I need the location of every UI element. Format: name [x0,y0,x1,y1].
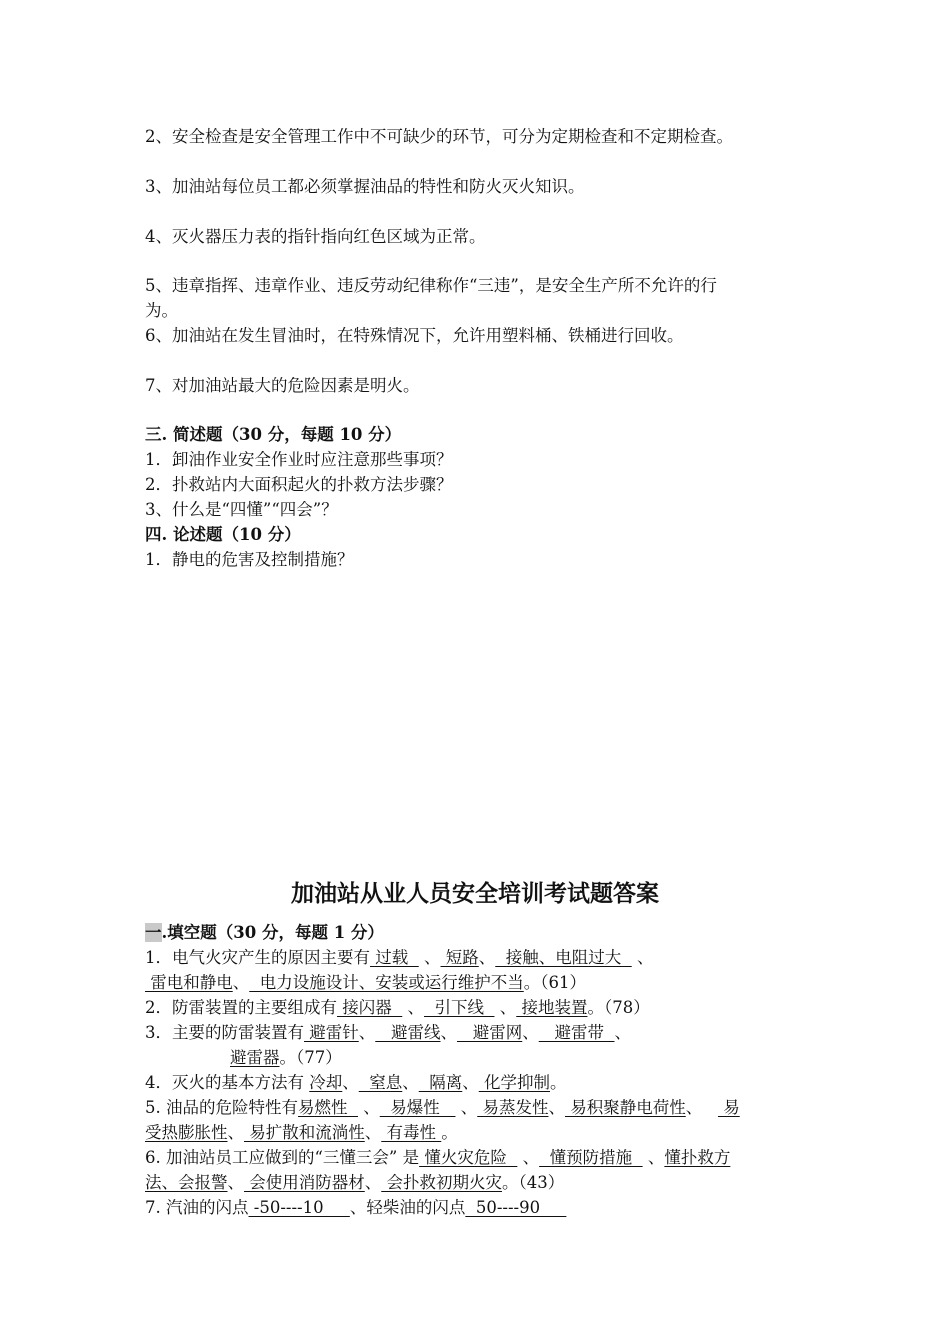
answer-text: 、 [342,1073,359,1092]
answer-text: 、 [455,1098,478,1117]
answer-text: 、 [517,1148,540,1167]
answer-text: 4．灭火的基本方法有 [145,1073,310,1092]
answer-text: 、轻柴油的闪点 [349,1198,466,1217]
answer-blank: 易积聚静电荷性 [564,1098,686,1117]
answer-blank: 引下线 [424,998,495,1017]
answer-7 [145,1197,566,1219]
answer-blank: 窒息 [358,1073,403,1092]
essay-question-1: 1．静电的危害及控制措施？ [145,550,354,569]
answer-blank: 接闪器 [337,998,403,1017]
section-4-heading: 四. 论述题（10 分） [145,525,301,544]
answer-text: 、 [364,1173,382,1192]
answer-key-title: 加油站从业人员安全培训考试题答案 [291,880,659,907]
answer-blank: 电力设施设计、安装或运行维护不当 [249,973,524,992]
answer-blank: 法、会报警 [145,1173,228,1192]
answer-blank: 50----90 [465,1198,567,1217]
answer-blank: 会使用消防器材 [244,1173,365,1192]
answer-blank: 过载 [370,948,419,967]
answer-4 [145,1072,567,1094]
answer-blank: 避雷带 [538,1023,615,1042]
answer-text: 、 [364,1123,382,1142]
answer-text: 、 [358,1098,380,1117]
answer-text: 、 [402,1073,419,1092]
tf-question-6: 6、加油站在发生冒油时，在特殊情况下，允许用塑料桶、铁桶进行回收。 [145,326,684,345]
answer-blank: 化学抑制 [478,1073,550,1092]
answer-blank: 隔离 [418,1073,463,1092]
answer-blank: 会扑救初期火灾 [381,1173,502,1192]
answer-1-line-2 [145,972,586,994]
answer-text: 。（78） [587,998,650,1017]
answer-section-1-heading-text: .填空题（30 分，每题 1 分） [161,923,384,942]
answer-text: 3．主要的防雷装置有 [145,1023,304,1042]
answer-5-line-1 [145,1097,740,1119]
answer-text: 1．电气火灾产生的原因主要有 [145,948,370,967]
answer-text: 5. 油品的危险特性有 [145,1098,298,1117]
tf-question-3: 3、加油站每位员工都必须掌握油品的特性和防火灭火知识。 [145,177,585,196]
answer-blank: -50----10 [248,1198,350,1217]
highlighted-numeral: 一 [145,923,162,942]
tf-question-5-cont: 为。 [145,301,178,320]
answer-text: 2．防雷装置的主要组成有 [145,998,337,1017]
answer-text: 、 [462,1073,479,1092]
answer-blank: 有毒性 [381,1123,442,1142]
answer-text: 、 [227,1173,244,1192]
short-question-1: 1．卸油作业安全作业时应注意那些事项？ [145,450,453,469]
answer-text: 。（77） [279,1048,342,1067]
short-question-3: 3、什么是“四懂”“四会”？ [145,500,338,519]
answer-blank: 避雷线 [375,1023,441,1042]
answer-text: 、 [631,948,654,967]
answer-blank: 易燃性 [298,1098,358,1117]
answer-blank: 懂火灾危险 [419,1148,518,1167]
answer-text: 、 [402,998,424,1017]
tf-question-5: 5、违章指挥、违章作业、违反劳动纪律称作“三违”，是安全生产所不允许的行 [145,276,717,295]
answer-text: 、 [440,1023,457,1042]
answer-text: 、 [232,973,250,992]
answer-blank: 接触、电阻过大 [495,948,632,967]
answer-text: 、 [358,1023,376,1042]
answer-blank: 懂预防措施 [539,1148,643,1167]
tf-question-4: 4、灭火器压力表的指针指向红色区域为正常。 [145,227,486,246]
answer-blank: 懂扑救方 [664,1148,731,1167]
answer-blank: 易 [717,1098,740,1117]
answer-text: 6. 加油站员工应做到的“三懂三会” 是 [145,1148,420,1167]
answer-blank: 短路 [440,948,479,967]
answer-text: 、 [227,1123,244,1142]
answer-text: 、 [418,948,441,967]
answer-blank: 避雷针 [304,1023,359,1042]
section-3-heading: 三. 简述题（30 分，每题 10 分） [145,425,402,444]
answer-2 [145,997,650,1019]
answer-blank: 易蒸发性 [477,1098,549,1117]
answer-text: 、 [642,1148,665,1167]
tf-question-2: 2、安全检查是安全管理工作中不可缺少的环节，可分为定期检查和不定期检查。 [145,127,733,146]
answer-blank: 受热膨胀性 [145,1123,228,1142]
answer-text: 、 [494,998,517,1017]
answer-blank: 易爆性 [379,1098,456,1117]
answer-blank: 接地装置 [516,998,588,1017]
answer-text: 、 [685,1098,718,1117]
tf-question-7: 7、对加油站最大的危险因素是明火。 [145,376,420,395]
short-question-2: 2．扑救站内大面积起火的扑救方法步骤？ [145,475,453,494]
answer-6-line-1 [145,1147,730,1169]
answer-text: 、 [548,1098,565,1117]
answer-3-line-2 [230,1047,342,1069]
answer-blank: 避雷网 [457,1023,523,1042]
answer-section-1-heading [145,922,384,944]
answer-blank: 易扩散和流淌性 [244,1123,365,1142]
answer-text: 。 [550,1073,567,1092]
answer-text: 、 [522,1023,539,1042]
answer-3-line-1 [145,1022,631,1044]
answer-blank: 避雷器 [230,1048,280,1067]
answer-text: 。 [441,1123,458,1142]
answer-text: 。（43） [502,1173,565,1192]
answer-text: 7. 汽油的闪点 [145,1198,249,1217]
answer-blank: 冷却 [309,1073,343,1092]
answer-text: 、 [614,1023,631,1042]
answer-6-line-2 [145,1172,564,1194]
answer-1-line-1 [145,947,653,969]
answer-blank: 雷电和静电 [145,973,233,992]
answer-text: 。（61） [523,973,586,992]
answer-5-line-2 [145,1122,458,1144]
answer-text: 、 [478,948,496,967]
